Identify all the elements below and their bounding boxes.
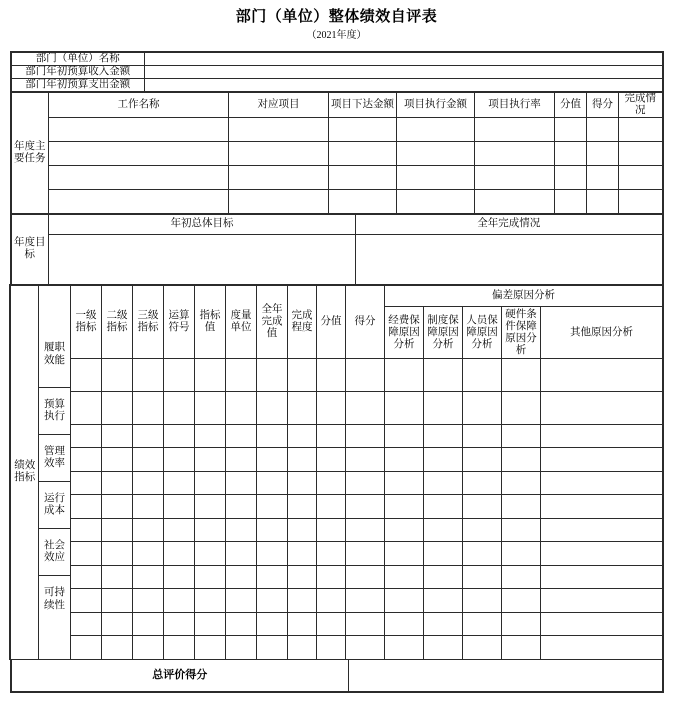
task-score-cell[interactable] (587, 190, 619, 214)
perf-indicator-value-cell[interactable] (194, 359, 225, 392)
perf-other-cause-cell[interactable] (540, 472, 662, 495)
perf-personnel-cause-cell[interactable] (462, 519, 501, 542)
column-header-score-value: 分值 (555, 92, 587, 118)
perf-score-value-cell[interactable] (316, 495, 345, 519)
perf-funding-cause-cell[interactable] (384, 392, 423, 425)
perf-level3-cell[interactable] (132, 392, 163, 425)
column-header-other-cause-analysis: 其他原因分析 (540, 307, 662, 359)
budget-expense-label: 部门年初预算支出金额 (11, 79, 145, 92)
table-row (10, 519, 662, 542)
perf-other-cause-cell[interactable] (540, 448, 662, 472)
perf-category-label: 管理效率 (39, 435, 70, 482)
table-row (10, 495, 662, 519)
perf-level3-cell[interactable] (132, 359, 163, 392)
page-subtitle: （2021年度） (306, 30, 367, 41)
perf-personnel-cause-cell[interactable] (462, 589, 501, 613)
perf-yearly-value-cell[interactable] (256, 495, 287, 519)
perf-system-cause-cell[interactable] (423, 425, 462, 448)
perf-score-value-cell[interactable] (316, 359, 345, 392)
column-header-completion-degree: 完成程度 (287, 285, 316, 359)
annual-goals-table (10, 213, 664, 285)
perf-hardware-cause-cell[interactable] (501, 448, 540, 472)
perf-yearly-value-cell[interactable] (256, 448, 287, 472)
total-score-label: 总评价得分 (11, 660, 349, 692)
perf-funding-cause-cell[interactable] (384, 636, 423, 660)
perf-indicator-value-cell[interactable] (194, 566, 225, 589)
perf-completion-degree-cell[interactable] (287, 359, 316, 392)
perf-level3-cell[interactable] (132, 448, 163, 472)
perf-yearly-value-cell[interactable] (256, 472, 287, 495)
perf-system-cause-cell[interactable] (423, 613, 462, 636)
perf-system-cause-cell[interactable] (423, 495, 462, 519)
perf-other-cause-cell[interactable] (540, 613, 662, 636)
perf-yearly-value-cell[interactable] (256, 392, 287, 425)
perf-other-cause-cell[interactable] (540, 425, 662, 448)
perf-other-cause-cell[interactable] (540, 542, 662, 566)
perf-indicator-value-cell[interactable] (194, 519, 225, 542)
total-score-field[interactable] (349, 660, 663, 692)
perf-completion-degree-cell[interactable] (287, 425, 316, 448)
task-work-name-cell[interactable] (49, 142, 229, 166)
perf-indicator-value-cell[interactable] (194, 472, 225, 495)
perf-level2-cell[interactable] (101, 636, 132, 660)
perf-level2-cell[interactable] (101, 613, 132, 636)
perf-funding-cause-cell[interactable] (384, 472, 423, 495)
perf-level2-cell[interactable] (101, 495, 132, 519)
perf-yearly-value-cell[interactable] (256, 636, 287, 660)
perf-personnel-cause-cell[interactable] (462, 425, 501, 448)
task-executed-amount-cell[interactable] (397, 190, 475, 214)
task-related-project-cell[interactable] (229, 142, 329, 166)
perf-category-label: 运行成本 (39, 482, 70, 529)
perf-measure-unit-cell[interactable] (225, 636, 256, 660)
column-header-initial-goal: 年初总体目标 (49, 214, 356, 234)
perf-completion-degree-cell[interactable] (287, 448, 316, 472)
perf-indicator-value-cell[interactable] (194, 542, 225, 566)
perf-personnel-cause-cell[interactable] (462, 613, 501, 636)
task-completion-cell[interactable] (619, 118, 663, 142)
perf-score-cell[interactable] (345, 472, 384, 495)
table-row (11, 66, 663, 79)
perf-level2-cell[interactable] (101, 425, 132, 448)
task-allocated-amount-cell[interactable] (329, 166, 397, 190)
table-row (10, 448, 662, 472)
perf-other-cause-cell[interactable] (540, 566, 662, 589)
column-header-yearly-value: 全年完成值 (256, 285, 287, 359)
task-executed-amount-cell[interactable] (397, 142, 475, 166)
task-score-value-cell[interactable] (555, 166, 587, 190)
perf-indicator-value-cell[interactable] (194, 495, 225, 519)
task-execution-rate-cell[interactable] (475, 166, 555, 190)
perf-level1-cell[interactable] (70, 448, 101, 472)
perf-score-cell[interactable] (345, 566, 384, 589)
perf-operator-cell[interactable] (163, 495, 194, 519)
perf-yearly-value-cell[interactable] (256, 566, 287, 589)
table-header-row (11, 214, 663, 234)
task-completion-cell[interactable] (619, 142, 663, 166)
perf-personnel-cause-cell[interactable] (462, 472, 501, 495)
task-related-project-cell[interactable] (229, 166, 329, 190)
perf-system-cause-cell[interactable] (423, 472, 462, 495)
task-score-value-cell[interactable] (555, 118, 587, 142)
column-header-work-name: 工作名称 (49, 92, 229, 118)
section-label-annual-tasks: 年度主要任务 (11, 92, 49, 214)
column-header-measure-unit: 度量单位 (225, 285, 256, 359)
task-executed-amount-cell[interactable] (397, 118, 475, 142)
task-execution-rate-cell[interactable] (475, 142, 555, 166)
perf-measure-unit-cell[interactable] (225, 392, 256, 425)
perf-score-cell[interactable] (345, 495, 384, 519)
perf-score-value-cell[interactable] (316, 448, 345, 472)
perf-score-value-cell[interactable] (316, 392, 345, 425)
perf-score-value-cell[interactable] (316, 636, 345, 660)
perf-indicator-value-cell[interactable] (194, 589, 225, 613)
perf-measure-unit-cell[interactable] (225, 589, 256, 613)
perf-measure-unit-cell[interactable] (225, 425, 256, 448)
perf-score-value-cell[interactable] (316, 613, 345, 636)
perf-hardware-cause-cell[interactable] (501, 566, 540, 589)
perf-funding-cause-cell[interactable] (384, 495, 423, 519)
perf-hardware-cause-cell[interactable] (501, 636, 540, 660)
perf-indicator-value-cell[interactable] (194, 613, 225, 636)
perf-system-cause-cell[interactable] (423, 519, 462, 542)
perf-system-cause-cell[interactable] (423, 542, 462, 566)
task-execution-rate-cell[interactable] (475, 190, 555, 214)
budget-income-field[interactable] (145, 66, 663, 79)
section-label-performance: 绩效指标 (10, 285, 38, 660)
perf-category-label: 可持续性 (43, 587, 65, 611)
perf-yearly-value-cell[interactable] (256, 589, 287, 613)
column-group-header-deviation-analysis: 偏差原因分析 (384, 285, 662, 307)
perf-score-value-cell[interactable] (316, 542, 345, 566)
column-header-operator-symbol: 运算符号 (163, 285, 194, 359)
perf-system-cause-cell[interactable] (423, 392, 462, 425)
perf-funding-cause-cell[interactable] (384, 519, 423, 542)
perf-system-cause-cell[interactable] (423, 589, 462, 613)
column-header-personnel-cause-analysis: 人员保障原因分析 (462, 307, 501, 359)
perf-level1-cell[interactable] (70, 636, 101, 660)
task-work-name-cell[interactable] (49, 118, 229, 142)
perf-level2-cell[interactable] (101, 566, 132, 589)
perf-measure-unit-cell[interactable] (225, 542, 256, 566)
perf-indicator-value-cell[interactable] (194, 392, 225, 425)
perf-level2-cell[interactable] (101, 519, 132, 542)
perf-indicator-value-cell[interactable] (194, 425, 225, 448)
perf-personnel-cause-cell[interactable] (462, 566, 501, 589)
perf-score-cell[interactable] (345, 542, 384, 566)
column-header-level2-indicator: 二级指标 (101, 285, 132, 359)
perf-score-value-cell[interactable] (316, 425, 345, 448)
perf-level1-cell[interactable] (70, 495, 101, 519)
perf-score-cell[interactable] (345, 636, 384, 660)
perf-system-cause-cell[interactable] (423, 636, 462, 660)
perf-level2-cell[interactable] (101, 542, 132, 566)
perf-level3-cell[interactable] (132, 566, 163, 589)
column-header-score: 得分 (587, 92, 619, 118)
task-score-value-cell[interactable] (555, 142, 587, 166)
column-header-system-cause-analysis: 制度保障原因分析 (423, 307, 462, 359)
perf-completion-degree-cell[interactable] (287, 613, 316, 636)
perf-yearly-value-cell[interactable] (256, 425, 287, 448)
perf-hardware-cause-cell[interactable] (501, 519, 540, 542)
task-execution-rate-cell[interactable] (475, 118, 555, 142)
task-score-cell[interactable] (587, 142, 619, 166)
perf-funding-cause-cell[interactable] (384, 448, 423, 472)
perf-other-cause-cell[interactable] (540, 636, 662, 660)
perf-funding-cause-cell[interactable] (384, 542, 423, 566)
perf-indicator-value-cell[interactable] (194, 636, 225, 660)
basic-info-table (10, 51, 664, 92)
perf-operator-cell[interactable] (163, 392, 194, 425)
perf-level3-cell[interactable] (132, 589, 163, 613)
perf-measure-unit-cell[interactable] (225, 566, 256, 589)
task-work-name-cell[interactable] (49, 190, 229, 214)
table-row (10, 542, 662, 566)
perf-category-label: 预算执行 (39, 388, 70, 435)
perf-operator-cell[interactable] (163, 589, 194, 613)
annual-tasks-table (10, 91, 664, 214)
perf-level1-cell[interactable] (70, 613, 101, 636)
table-row (11, 234, 663, 284)
perf-level2-cell[interactable] (101, 392, 132, 425)
column-header-hardware-cause-analysis: 硬件条件保障原因分析 (501, 307, 540, 359)
perf-operator-cell[interactable] (163, 425, 194, 448)
perf-operator-cell[interactable] (163, 613, 194, 636)
perf-hardware-cause-cell[interactable] (501, 359, 540, 392)
perf-level1-cell[interactable] (70, 425, 101, 448)
perf-level3-cell[interactable] (132, 495, 163, 519)
perf-other-cause-cell[interactable] (540, 519, 662, 542)
perf-other-cause-cell[interactable] (540, 392, 662, 425)
column-header-score-value: 分值 (316, 285, 345, 359)
perf-completion-degree-cell[interactable] (287, 519, 316, 542)
perf-funding-cause-cell[interactable] (384, 425, 423, 448)
perf-personnel-cause-cell[interactable] (462, 448, 501, 472)
perf-score-cell[interactable] (345, 425, 384, 448)
table-row (11, 166, 663, 190)
perf-completion-degree-cell[interactable] (287, 495, 316, 519)
perf-level1-cell[interactable] (70, 589, 101, 613)
perf-system-cause-cell[interactable] (423, 448, 462, 472)
performance-indicators-table (9, 284, 663, 661)
table-header-row (11, 92, 663, 118)
perf-system-cause-cell[interactable] (423, 359, 462, 392)
task-allocated-amount-cell[interactable] (329, 118, 397, 142)
column-header-execution-rate: 项目执行率 (475, 92, 555, 118)
perf-score-cell[interactable] (345, 448, 384, 472)
perf-yearly-value-cell[interactable] (256, 542, 287, 566)
perf-level2-cell[interactable] (101, 448, 132, 472)
perf-operator-cell[interactable] (163, 472, 194, 495)
perf-other-cause-cell[interactable] (540, 495, 662, 519)
table-row (11, 142, 663, 166)
table-row (10, 636, 662, 660)
perf-other-cause-cell[interactable] (540, 589, 662, 613)
perf-funding-cause-cell[interactable] (384, 613, 423, 636)
column-header-level3-indicator: 三级指标 (132, 285, 163, 359)
perf-funding-cause-cell[interactable] (384, 566, 423, 589)
perf-hardware-cause-cell[interactable] (501, 613, 540, 636)
perf-hardware-cause-cell[interactable] (501, 495, 540, 519)
table-row (10, 359, 662, 392)
task-allocated-amount-cell[interactable] (329, 142, 397, 166)
perf-yearly-value-cell[interactable] (256, 519, 287, 542)
perf-level3-cell[interactable] (132, 542, 163, 566)
perf-funding-cause-cell[interactable] (384, 359, 423, 392)
table-row (10, 392, 662, 425)
perf-hardware-cause-cell[interactable] (501, 589, 540, 613)
budget-expense-field[interactable] (145, 79, 663, 92)
column-header-completion: 完成情况 (619, 92, 663, 118)
task-completion-cell[interactable] (619, 166, 663, 190)
perf-level3-cell[interactable] (132, 472, 163, 495)
perf-operator-cell[interactable] (163, 542, 194, 566)
task-score-cell[interactable] (587, 118, 619, 142)
table-row (10, 472, 662, 495)
task-score-cell[interactable] (587, 166, 619, 190)
table-row (10, 589, 662, 613)
perf-measure-unit-cell[interactable] (225, 613, 256, 636)
perf-system-cause-cell[interactable] (423, 566, 462, 589)
perf-completion-degree-cell[interactable] (287, 472, 316, 495)
task-related-project-cell[interactable] (229, 190, 329, 214)
perf-level1-cell[interactable] (70, 472, 101, 495)
task-executed-amount-cell[interactable] (397, 166, 475, 190)
column-header-allocated-amount: 项目下达金额 (329, 92, 397, 118)
category-label-column (38, 285, 70, 660)
table-row (10, 613, 662, 636)
perf-funding-cause-cell[interactable] (384, 589, 423, 613)
perf-hardware-cause-cell[interactable] (501, 425, 540, 448)
perf-measure-unit-cell[interactable] (225, 495, 256, 519)
perf-personnel-cause-cell[interactable] (462, 542, 501, 566)
perf-measure-unit-cell[interactable] (225, 448, 256, 472)
dept-name-field[interactable] (145, 52, 663, 66)
perf-indicator-value-cell[interactable] (194, 448, 225, 472)
perf-level2-cell[interactable] (101, 359, 132, 392)
perf-yearly-value-cell[interactable] (256, 359, 287, 392)
perf-personnel-cause-cell[interactable] (462, 392, 501, 425)
perf-category-label: 履职效能 (39, 322, 70, 388)
task-related-project-cell[interactable] (229, 118, 329, 142)
perf-operator-cell[interactable] (163, 448, 194, 472)
perf-level1-cell[interactable] (70, 392, 101, 425)
total-score-table (10, 659, 664, 693)
perf-personnel-cause-cell[interactable] (462, 359, 501, 392)
column-header-score: 得分 (345, 285, 384, 359)
perf-score-value-cell[interactable] (316, 589, 345, 613)
perf-completion-degree-cell[interactable] (287, 589, 316, 613)
task-completion-cell[interactable] (619, 190, 663, 214)
perf-other-cause-cell[interactable] (540, 359, 662, 392)
perf-score-cell[interactable] (345, 359, 384, 392)
perf-score-cell[interactable] (345, 589, 384, 613)
table-row (10, 425, 662, 448)
perf-operator-cell[interactable] (163, 519, 194, 542)
perf-hardware-cause-cell[interactable] (501, 392, 540, 425)
yearly-completion-field[interactable] (356, 234, 663, 284)
perf-personnel-cause-cell[interactable] (462, 636, 501, 660)
perf-measure-unit-cell[interactable] (225, 359, 256, 392)
perf-score-value-cell[interactable] (316, 519, 345, 542)
dept-name-label: 部门（单位）名称 (11, 52, 145, 66)
perf-level1-cell[interactable] (70, 519, 101, 542)
perf-score-cell[interactable] (345, 519, 384, 542)
page-title: 部门（单位）整体绩效自评表 (235, 9, 438, 25)
perf-category-label: 社会效应 (39, 529, 70, 576)
column-header-related-project: 对应项目 (229, 92, 329, 118)
table-header-row (10, 285, 662, 307)
perf-hardware-cause-cell[interactable] (501, 472, 540, 495)
perf-measure-unit-cell[interactable] (225, 472, 256, 495)
section-label-annual-goals: 年度目标 (11, 214, 49, 284)
perf-level3-cell[interactable] (132, 613, 163, 636)
budget-income-label: 部门年初预算收入金额 (11, 66, 145, 79)
perf-completion-degree-cell[interactable] (287, 636, 316, 660)
table-row (11, 660, 663, 692)
perf-level1-cell[interactable] (70, 542, 101, 566)
column-header-executed-amount: 项目执行金额 (397, 92, 475, 118)
table-row (11, 52, 663, 66)
column-header-funding-cause-analysis: 经费保障原因分析 (384, 307, 423, 359)
perf-score-value-cell[interactable] (316, 566, 345, 589)
perf-score-value-cell[interactable] (316, 472, 345, 495)
perf-level2-cell[interactable] (101, 589, 132, 613)
perf-hardware-cause-cell[interactable] (501, 542, 540, 566)
column-header-level1-indicator: 一级指标 (70, 285, 101, 359)
perf-completion-degree-cell[interactable] (287, 392, 316, 425)
perf-level3-cell[interactable] (132, 425, 163, 448)
table-row (11, 79, 663, 92)
perf-level3-cell[interactable] (132, 636, 163, 660)
perf-level2-cell[interactable] (101, 472, 132, 495)
initial-goal-field[interactable] (49, 234, 356, 284)
table-row (10, 566, 662, 589)
column-header-yearly-completion: 全年完成情况 (356, 214, 663, 234)
table-row (11, 190, 663, 214)
perf-completion-degree-cell[interactable] (287, 566, 316, 589)
task-score-value-cell[interactable] (555, 190, 587, 214)
perf-operator-cell[interactable] (163, 566, 194, 589)
title-block (0, 0, 673, 44)
perf-operator-cell[interactable] (163, 636, 194, 660)
column-header-indicator-value: 指标值 (194, 285, 225, 359)
perf-completion-degree-cell[interactable] (287, 542, 316, 566)
perf-operator-cell[interactable] (163, 359, 194, 392)
perf-level1-cell[interactable] (70, 359, 101, 392)
perf-level1-cell[interactable] (70, 566, 101, 589)
perf-personnel-cause-cell[interactable] (462, 495, 501, 519)
table-row (11, 118, 663, 142)
perf-measure-unit-cell[interactable] (225, 519, 256, 542)
perf-score-cell[interactable] (345, 613, 384, 636)
perf-yearly-value-cell[interactable] (256, 613, 287, 636)
task-work-name-cell[interactable] (49, 166, 229, 190)
task-allocated-amount-cell[interactable] (329, 190, 397, 214)
perf-level3-cell[interactable] (132, 519, 163, 542)
perf-score-cell[interactable] (345, 392, 384, 425)
